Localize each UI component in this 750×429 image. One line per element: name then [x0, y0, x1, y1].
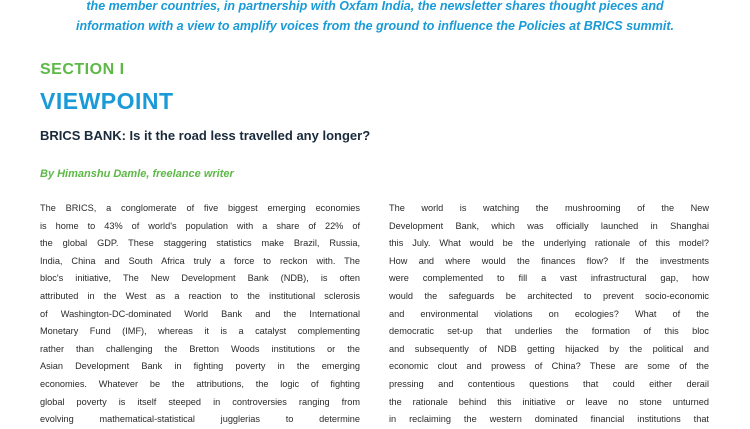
text-line: in reclaiming the western dominated financial institutions that	[389, 414, 709, 425]
text-line: and environmental violations on ecologies? What of the	[389, 308, 709, 319]
text-line: of Washington-DC-dominated World Bank and the International	[40, 308, 360, 319]
text-line: Monetary Fund (IMF), whereas it is a catalyst complementing	[40, 326, 360, 337]
intro-line: information with a view to amplify voices from the ground to influence the Policies at BRICS summit.	[76, 19, 674, 33]
text-line: bloc's initiative, The New Development Bank (NDB), is often	[40, 273, 360, 284]
text-line: economies. Whatever be the attributions, the logic of fighting	[40, 378, 360, 389]
text-line: is home to 43% of world's population with a share of 22% of	[40, 220, 360, 231]
text-line: democratic set-up that underlies the formation of this bloc	[389, 326, 709, 337]
article-title: BRICS BANK: Is it the road less travelled any longer?	[40, 128, 371, 143]
text-line: Development Bank, which was officially launched in Shanghai	[389, 220, 709, 231]
text-line: would the safeguards be architected to prevent socio-economic	[389, 290, 709, 301]
text-line: global poverty is itself steeped in controversies ranging from	[40, 396, 360, 407]
article-column-right	[389, 200, 709, 429]
text-line: were complemented to fill a vast infrastructural gap, how	[389, 273, 709, 284]
text-line: How and where would the finances flow? If the investments	[389, 255, 709, 266]
article-byline: By Himanshu Damle, freelance writer	[40, 168, 234, 180]
text-line: the global GDP. These staggering statistics make Brazil, Russia,	[40, 238, 360, 249]
article-column-left	[40, 200, 360, 429]
text-line: The world is watching the mushrooming of the New	[389, 203, 709, 213]
text-line: economic clout and prowess of China? These are some of the	[389, 361, 709, 372]
text-line: pressing and contentious questions that could either derail	[389, 378, 709, 389]
intro-text	[0, 0, 750, 36]
section-label: SECTION I	[40, 61, 125, 78]
text-line: this July. What would be the underlying rationale of this model?	[389, 238, 709, 249]
text-line: attributed in the West as a reaction to the institutional sclerosis	[40, 290, 360, 301]
text-line: rather than challenging the Bretton Woods institutions or the	[40, 343, 360, 354]
text-line: The BRICS, a conglomerate of five biggest emerging economies	[40, 203, 360, 213]
section-title: VIEWPOINT	[40, 88, 174, 114]
text-line: India, China and South Africa truly a force to reckon with. The	[40, 255, 360, 266]
text-line: Asian Development Bank in fighting poverty in the emerging	[40, 361, 360, 372]
text-line: and subsequently of NDB getting hijacked by the political and	[389, 343, 709, 354]
text-line: the rationale behind this initiative or leave no stone unturned	[389, 396, 709, 407]
intro-line: the member countries, in partnership with Oxfam India, the newsletter shares thought pieces and	[86, 0, 664, 13]
text-line: evolving mathematical-statistical jugglerias to determine	[40, 414, 360, 425]
